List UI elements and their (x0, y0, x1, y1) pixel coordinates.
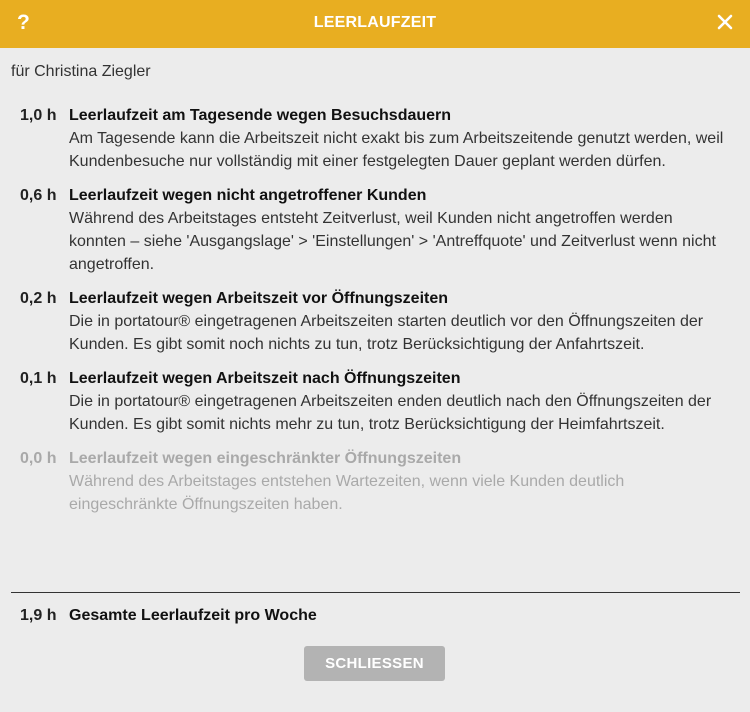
idle-entry-restricted-hours (0, 447, 750, 516)
entry-hours: 0,6 h (20, 187, 57, 204)
entry-description: Die in portatour® eingetragenen Arbeitszeiten starten deutlich vor den Öffnungszeiten der Kunden. Es gibt somit noch nichts zu tun, trotz Berücksichtigung der Anfahrtszeit. (69, 313, 704, 353)
total-hours: 1,9 h (20, 607, 57, 624)
dialog-header (0, 0, 750, 48)
idle-time-list (0, 104, 750, 527)
close-button[interactable]: SCHLIESSEN (304, 646, 445, 681)
entry-title: Leerlaufzeit wegen nicht angetroffener Kunden (69, 187, 427, 204)
entry-hours: 1,0 h (20, 107, 57, 124)
idle-entry-after-opening (0, 367, 750, 436)
close-icon[interactable] (716, 13, 734, 31)
dialog-title: LEERLAUFZEIT (313, 14, 437, 31)
idle-entry-day-end (0, 104, 750, 173)
entry-description: Die in portatour® eingetragenen Arbeitszeiten enden deutlich nach den Öffnungszeiten der Kunden. Es gibt somit nichts mehr zu tun, trotz Berücksichtigung der Heimfahrtszeit. (69, 393, 712, 433)
total-row (0, 604, 750, 627)
entry-title: Leerlaufzeit wegen eingeschränkter Öffnungszeiten (69, 450, 462, 467)
idle-entry-customers-absent (0, 184, 750, 276)
entry-title: Leerlaufzeit wegen Arbeitszeit nach Öffnungszeiten (69, 370, 461, 387)
entry-title: Leerlaufzeit am Tagesende wegen Besuchsdauern (69, 107, 452, 124)
entry-title: Leerlaufzeit wegen Arbeitszeit vor Öffnungszeiten (69, 290, 449, 307)
total-label: Gesamte Leerlaufzeit pro Woche (69, 607, 317, 624)
entry-hours: 0,2 h (20, 290, 57, 307)
employee-subtitle: für Christina Ziegler (11, 63, 151, 80)
divider (11, 592, 740, 593)
entry-hours: 0,1 h (20, 370, 57, 387)
entry-hours: 0,0 h (20, 450, 57, 467)
entry-description: Während des Arbeitstages entsteht Zeitverlust, weil Kunden nicht angetroffen werden konnten – siehe 'Ausgangslage' > 'Einstellungen' > 'Antreffquote' und Zeitverlust wenn nicht angetroffen. (69, 210, 716, 273)
help-icon[interactable]: ? (17, 11, 30, 34)
entry-description: Während des Arbeitstages entstehen Wartezeiten, wenn viele Kunden deutlich eingeschränkte Öffnungszeiten haben. (69, 473, 625, 513)
entry-description: Am Tagesende kann die Arbeitszeit nicht exakt bis zum Arbeitszeitende genutzt werden, weil Kundenbesuche nur vollständig mit einer festgelegten Dauer geplant werden dürfen. (69, 130, 724, 170)
idle-entry-before-opening (0, 287, 750, 356)
